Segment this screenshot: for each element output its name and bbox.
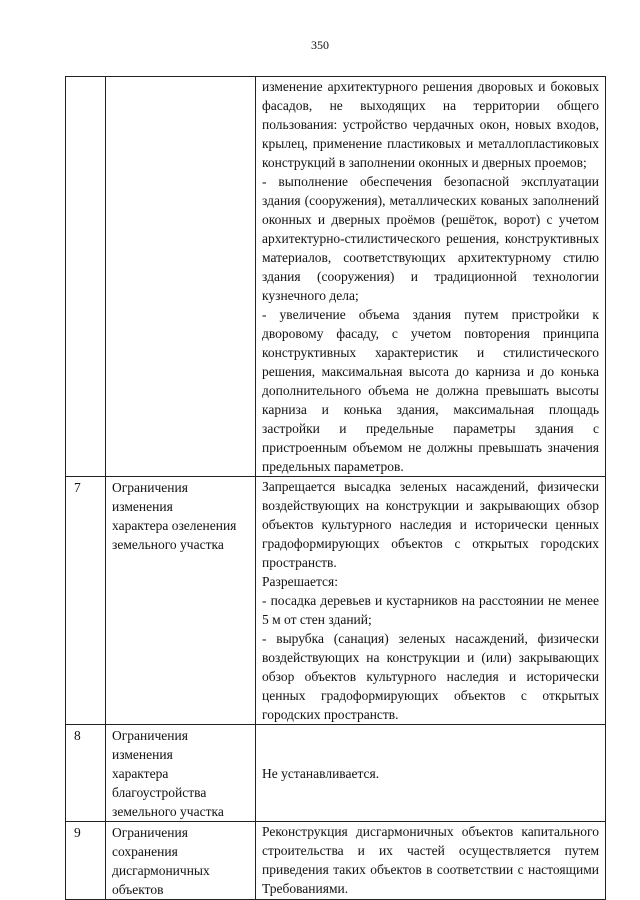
paragraph: Разрешается: [262,574,338,589]
row-title [106,477,256,725]
row-content [256,477,606,725]
row-title-line: дисгармоничных [112,863,210,878]
row-title-line: Ограничения изменения [112,480,188,514]
row-title-line: благоустройства [112,785,207,800]
row-title-line: земельного участка [112,537,224,552]
row-content [256,77,606,477]
paragraph: - посадка деревьев и кустарников на расстоянии не менее 5 м от стен зданий; [262,593,599,627]
row-title [106,822,256,900]
row-number: 7 [66,477,106,725]
table-row [66,725,606,822]
paragraph: - вырубка (санация) зеленых насаждений, физически воздействующих на конструкции и (или) закрывающих обзор объектов культурного наследия и исторически ценных градоформирующих объектов с открытых городских пространств. [262,631,599,722]
paragraph: - увеличение объема здания путем пристройки к дворовому фасаду, с учетом повторения принципа конструктивных характеристик и стилистического решения, максимальная высота до карниза и до конька дополнительного объема не должна превышать высоты карниза и конька здания, максимальная площадь застройки и предельные параметры здания с пристроенным объемом не должны превышать значения предельных параметров. [262,307,599,474]
row-title-line: Ограничения сохранения [112,825,188,859]
row-title-line: Ограничения изменения [112,728,188,762]
table-row [66,77,606,477]
paragraph: Не устанавливается. [262,765,380,781]
page-number: 350 [311,38,329,52]
row-title-line: характера [112,766,169,781]
row-number [66,77,106,477]
table-row [66,822,606,900]
row-number: 8 [66,725,106,822]
row-title [106,725,256,822]
table-row [66,477,606,725]
row-title [106,77,256,477]
paragraph: - выполнение обеспечения безопасной эксплуатации здания (сооружения), металлических кованых заполнений оконных и дверных проёмов (решёток, ворот) с учетом архитектурно-стилистического решения, конструктивных материалов, соответствующих архитектурному стилю здания (сооружения) и традиционной технологии кузнечного дела; [262,174,599,303]
row-content [256,822,606,900]
paragraph: Реконструкция дисгармоничных объектов капитального строительства и их частей осуществляется путем приведения таких объектов в соответствии с настоящими Требованиями. [262,824,599,896]
paragraph: изменение архитектурного решения дворовых и боковых фасадов, не выходящих на территории общего пользования: устройство чердачных окон, новых входов, крылец, применение пластиковых и металлопластиковых конструкций в заполнении оконных и дверных проемов; [262,79,599,170]
row-number: 9 [66,822,106,900]
paragraph: Запрещается высадка зеленых насаждений, физически воздействующих на конструкции и закрывающих обзор объектов культурного наследия и исторически ценных градоформирующих объектов с открытых городских пространств. [262,479,599,570]
requirements-table [65,76,606,900]
row-content [256,725,606,822]
row-title-line: земельного участка [112,804,224,819]
row-title-line: объектов [112,882,164,897]
row-title-line: характера озеленения [112,518,237,533]
